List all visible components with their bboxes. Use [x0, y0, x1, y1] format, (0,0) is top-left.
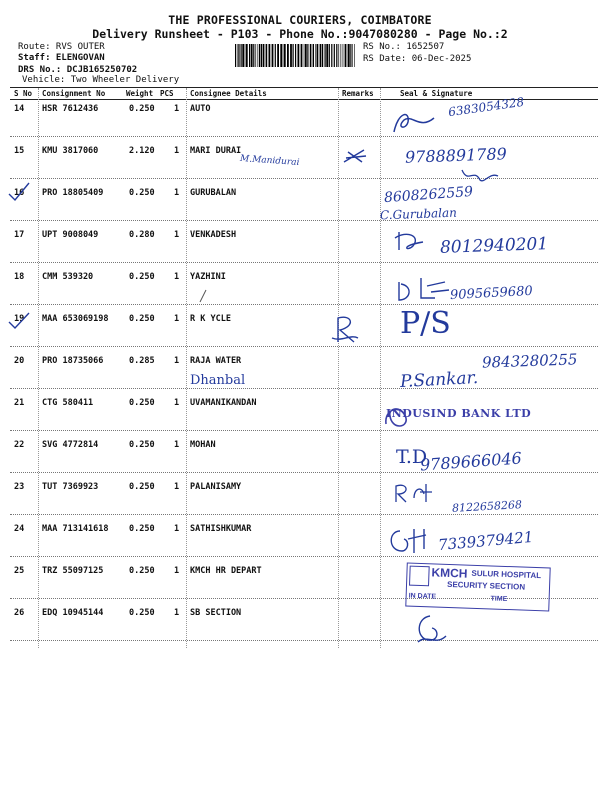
- kmch-in-date: IN DATE: [408, 592, 437, 601]
- signature-mark: [392, 480, 434, 506]
- row-consignment: KMU 3817060: [42, 146, 99, 156]
- row-sno: 14: [14, 104, 25, 114]
- signature-mark: [390, 108, 440, 138]
- vehicle-label: Vehicle: Two Wheeler Delivery: [22, 75, 180, 85]
- row-weight: 2.120: [129, 146, 155, 156]
- col-sno: S No: [14, 89, 33, 98]
- row-separator: [10, 220, 598, 221]
- row-pcs: 1: [174, 188, 180, 198]
- col-remarks: Remarks: [342, 89, 374, 98]
- row-consignee: SB SECTION: [190, 608, 242, 618]
- handwritten-phone: 6383054328: [447, 94, 525, 120]
- row-weight: 0.250: [129, 104, 155, 114]
- row-sno: 19: [14, 314, 25, 324]
- handwritten-phone: 7339379421: [437, 527, 535, 555]
- row-separator: [10, 346, 598, 347]
- staff-label: Staff: ELENGOVAN: [18, 53, 105, 63]
- company-title: THE PROFESSIONAL COURIERS, COIMBATORE: [168, 13, 432, 27]
- remark-mark: [342, 146, 368, 166]
- stamp-scribble: [382, 402, 412, 432]
- handwritten-mark: P/S: [400, 306, 451, 341]
- handwritten-phone: 8012940201: [439, 234, 549, 258]
- tick-mark: [6, 180, 32, 204]
- row-separator: [10, 388, 598, 389]
- row-consignment: EDQ 10945144: [42, 608, 104, 618]
- row-weight: 0.250: [129, 314, 155, 324]
- row-sno: 26: [14, 608, 25, 618]
- row-consignment: PRO 18805409: [42, 188, 104, 198]
- handwritten-name: M.Manidurai: [239, 153, 300, 169]
- row-sno: 18: [14, 272, 25, 282]
- row-separator: [10, 136, 598, 137]
- row-pcs: 1: [174, 398, 180, 408]
- row-sno: 15: [14, 146, 25, 156]
- row-consignee: SATHISHKUMAR: [190, 524, 252, 534]
- row-pcs: 1: [174, 272, 180, 282]
- handwritten-phone: 9095659680: [449, 283, 534, 304]
- rs-date-label: RS Date: 06-Dec-2025: [363, 54, 472, 64]
- row-pcs: 1: [174, 230, 180, 240]
- row-separator: [10, 304, 598, 305]
- col-consignee: Consignee Details: [190, 89, 267, 98]
- kmch-stamp: [405, 563, 550, 612]
- row-consignment: UPT 9008049: [42, 230, 99, 240]
- row-pcs: 1: [174, 146, 180, 156]
- row-consignee: VENKADESH: [190, 230, 237, 240]
- row-consignment: SVG 4772814: [42, 440, 99, 450]
- row-weight: 0.250: [129, 272, 155, 282]
- row-consignment: TUT 7369923: [42, 482, 99, 492]
- kmch-line1: SULUR HOSPITAL: [471, 568, 542, 581]
- row-pcs: 1: [174, 524, 180, 534]
- handwritten-sign: T.D: [396, 446, 428, 468]
- row-sno: 23: [14, 482, 25, 492]
- row-consignment: CMM 539320: [42, 272, 94, 282]
- row-consignment: HSR 7612436: [42, 104, 99, 114]
- row-weight: 0.250: [129, 524, 155, 534]
- row-pcs: 1: [174, 608, 180, 618]
- row-weight: 0.250: [129, 608, 155, 618]
- kmch-brand: KMCH: [431, 565, 468, 581]
- row-pcs: 1: [174, 104, 180, 114]
- row-consignee: YAZHINI: [190, 272, 226, 282]
- row-sno: 20: [14, 356, 25, 366]
- row-consignee: GURUBALAN: [190, 188, 237, 198]
- header-top-rule: [10, 87, 598, 88]
- row-consignee: MARI DURAI: [190, 146, 242, 156]
- row-separator: [10, 178, 598, 179]
- col-consignment: Consignment No: [42, 89, 106, 98]
- row-consignment: TRZ 55097125: [42, 566, 104, 576]
- handwritten-phone: 8608262559: [383, 183, 474, 207]
- signature-mark: [410, 612, 450, 648]
- column-divider: [38, 88, 39, 648]
- row-sno: 16: [14, 188, 25, 198]
- kmch-time: TIME: [490, 595, 508, 604]
- row-consignee: R K YCLE: [190, 314, 231, 324]
- runsheet-subtitle: Delivery Runsheet - P103 - Phone No.:9047080280 - Page No.:2: [92, 27, 508, 41]
- bank-stamp: INDUSIND BANK LTD: [386, 407, 532, 420]
- row-sno: 25: [14, 566, 25, 576]
- row-pcs: 1: [174, 314, 180, 324]
- handwritten-name: Dhanbal: [190, 373, 246, 388]
- col-pcs: PCS: [160, 89, 174, 98]
- column-divider: [338, 88, 339, 648]
- row-separator: [10, 262, 598, 263]
- row-consignee: PALANISAMY: [190, 482, 242, 492]
- barcode-image: [233, 43, 358, 68]
- kmch-line2: SECURITY SECTION: [446, 579, 526, 592]
- row-weight: 0.250: [129, 398, 155, 408]
- row-sno: 21: [14, 398, 25, 408]
- column-divider: [186, 88, 187, 648]
- row-separator: [10, 430, 598, 431]
- row-consignment: MAA 653069198: [42, 314, 109, 324]
- row-pcs: 1: [174, 356, 180, 366]
- row-sno: 17: [14, 230, 25, 240]
- row-separator: [10, 640, 598, 641]
- row-consignee: AUTO: [190, 104, 211, 114]
- pen-stroke: [196, 286, 210, 304]
- handwritten-sign: P.Sankar.: [399, 367, 479, 393]
- row-pcs: 1: [174, 566, 180, 576]
- remark-mark: [330, 312, 360, 346]
- row-separator: [10, 556, 598, 557]
- row-weight: 0.280: [129, 230, 155, 240]
- row-pcs: 1: [174, 482, 180, 492]
- row-consignee: UVAMANIKANDAN: [190, 398, 257, 408]
- handwritten-phone: 9788891789: [404, 144, 508, 167]
- row-weight: 0.250: [129, 440, 155, 450]
- row-weight: 0.250: [129, 566, 155, 576]
- row-pcs: 1: [174, 440, 180, 450]
- col-seal: Seal & Signature: [400, 89, 473, 98]
- handwritten-phone: 9843280255: [481, 350, 578, 372]
- handwritten-name: C.Gurubalan: [379, 205, 458, 223]
- row-separator: [10, 514, 598, 515]
- row-weight: 0.285: [129, 356, 155, 366]
- row-consignment: CTG 580411: [42, 398, 94, 408]
- signature-mark: [395, 276, 455, 304]
- signature-mark: [386, 525, 436, 557]
- signature-mark: [460, 166, 500, 186]
- rs-no-label: RS No.: 1652507: [363, 42, 445, 52]
- handwritten-phone: 9789666046: [419, 448, 523, 475]
- row-weight: 0.250: [129, 188, 155, 198]
- row-consignee: KMCH HR DEPART: [190, 566, 262, 576]
- row-consignee: MOHAN: [190, 440, 216, 450]
- row-consignment: PRO 18735066: [42, 356, 104, 366]
- row-consignment: MAA 713141618: [42, 524, 109, 534]
- column-divider: [380, 88, 381, 648]
- signature-mark: [393, 228, 429, 254]
- route-label: Route: RVS OUTER: [18, 42, 105, 52]
- handwritten-phone: 8122658268: [451, 498, 523, 515]
- drs-label: DRS No.: DCJB165250702: [18, 65, 138, 75]
- row-consignee: RAJA WATER: [190, 356, 242, 366]
- kmch-logo-icon: [409, 566, 430, 587]
- row-sno: 24: [14, 524, 25, 534]
- row-sno: 22: [14, 440, 25, 450]
- tick-mark: [6, 310, 32, 332]
- col-weight: Weight: [126, 89, 154, 98]
- row-separator: [10, 472, 598, 473]
- row-weight: 0.250: [129, 482, 155, 492]
